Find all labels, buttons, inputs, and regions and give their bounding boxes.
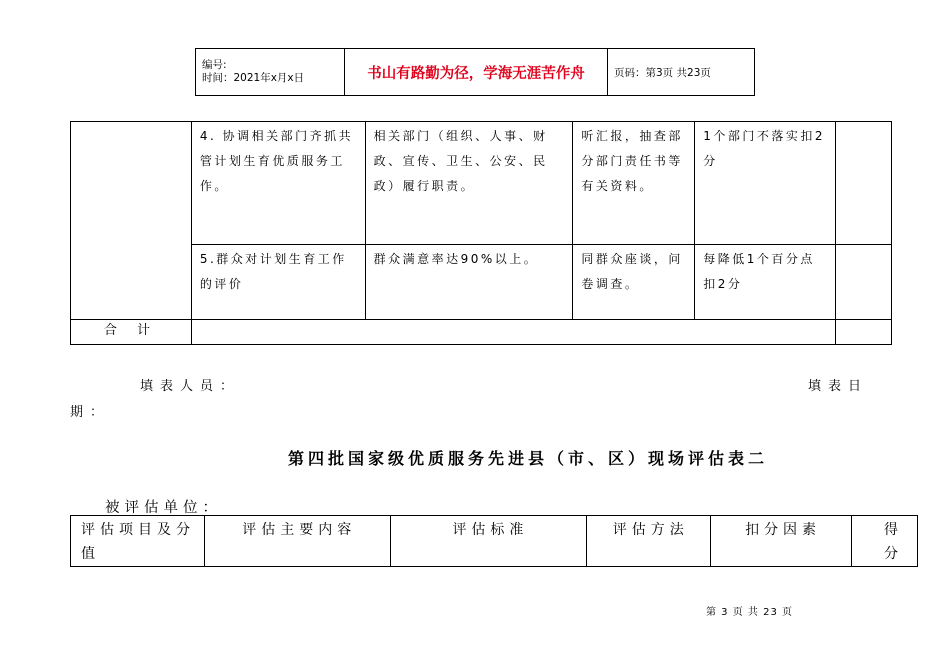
page-footer: 第 3 页 共 23 页 [706, 607, 793, 618]
total-row [71, 320, 892, 345]
score-cell [836, 245, 892, 320]
content-cell: 相关部门（组织、人事、财政、宣传、卫生、公安、民政）履行职责。 [365, 122, 573, 245]
header-standard: 评估标准 [390, 516, 587, 567]
item-cell: 5.群众对计划生育工作的评价 [191, 245, 365, 320]
evaluated-unit-label: 被评估单位： [105, 500, 222, 516]
header-page-info: 页码：第3页 共23页 [608, 49, 755, 96]
category-cell [71, 122, 192, 320]
total-label: 合 计 [71, 320, 192, 345]
score-cell [836, 122, 892, 245]
filler-label: 填表人员： [140, 379, 241, 394]
date-label-part2: 期： [70, 405, 111, 420]
header-method: 评估方法 [587, 516, 711, 567]
evaluation-table-2 [70, 515, 918, 567]
serial-label: 编号: [202, 59, 227, 71]
item-cell: 4. 协调相关部门齐抓共管计划生育优质服务工作。 [191, 122, 365, 245]
table-row [71, 245, 892, 320]
header-item-score: 评估项目及分值 [71, 516, 205, 567]
total-score-cell [836, 320, 892, 345]
header-motto: 书山有路勤为径，学海无涯苦作舟 [345, 49, 608, 96]
table-row [71, 122, 892, 245]
method-cell: 同群众座谈，问卷调查。 [573, 245, 695, 320]
header-main-content: 评估主要内容 [204, 516, 390, 567]
table-header-row [71, 516, 918, 567]
evaluation-table-continued [70, 121, 892, 345]
date-label-part1: 填表日 [808, 379, 869, 394]
deduction-cell: 1个部门不落实扣2分 [695, 122, 836, 245]
form-title: 第四批国家级优质服务先进县（市、区）现场评估表二 [288, 449, 769, 468]
page-header-table [195, 48, 755, 96]
time-label: 时间：2021年x月x日 [202, 72, 305, 84]
total-value-cell [191, 320, 835, 345]
header-score: 得分 [851, 516, 917, 567]
method-cell: 听汇报，抽查部分部门责任书等有关资料。 [573, 122, 695, 245]
deduction-cell: 每降低1个百分点扣2分 [695, 245, 836, 320]
header-deduction: 扣分因素 [711, 516, 852, 567]
header-meta-cell [196, 49, 345, 96]
content-cell: 群众满意率达90%以上。 [365, 245, 573, 320]
